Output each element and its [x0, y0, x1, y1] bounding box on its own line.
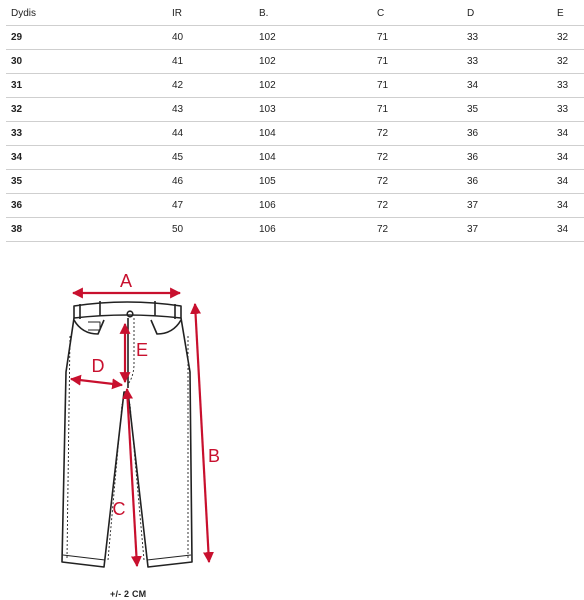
measurement-cell: 34	[552, 170, 584, 194]
measurement-cell: 42	[167, 74, 254, 98]
measurement-cell: 36	[462, 170, 552, 194]
measurement-cell: 34	[552, 146, 584, 170]
label-e: E	[135, 340, 149, 360]
measurement-cell: 33	[552, 98, 584, 122]
table-row	[6, 74, 584, 98]
measurement-cell: 34	[462, 74, 552, 98]
table-row	[6, 146, 584, 170]
table-row	[6, 98, 584, 122]
size-cell: 31	[6, 74, 167, 98]
fly-stitch	[128, 318, 134, 384]
size-cell: 36	[6, 194, 167, 218]
measurement-cell: 33	[552, 74, 584, 98]
measurement-cell: 104	[254, 122, 372, 146]
measurement-cell: 32	[552, 26, 584, 50]
table-row	[6, 218, 584, 242]
hem-lines	[63, 555, 191, 560]
label-b: B	[207, 446, 221, 466]
arrow-b	[195, 304, 209, 562]
measurement-cell: 36	[462, 146, 552, 170]
coin-pocket	[88, 322, 100, 330]
measurement-cell: 36	[462, 122, 552, 146]
header-e: E	[552, 2, 584, 26]
measurement-cell: 50	[167, 218, 254, 242]
measurement-cell: 72	[372, 170, 462, 194]
measurement-cell: 47	[167, 194, 254, 218]
header-d: D	[462, 2, 552, 26]
measurement-cell: 102	[254, 50, 372, 74]
header-size: Dydis	[6, 2, 167, 26]
right-pocket	[151, 320, 181, 334]
measurement-cell: 41	[167, 50, 254, 74]
waist-button	[127, 311, 133, 317]
measurement-cell: 102	[254, 26, 372, 50]
size-cell: 34	[6, 146, 167, 170]
table-body	[6, 26, 584, 242]
measurement-cell: 35	[462, 98, 552, 122]
measurement-cell: 71	[372, 74, 462, 98]
measurement-cell: 71	[372, 26, 462, 50]
measurement-cell: 72	[372, 146, 462, 170]
measurement-cell: 106	[254, 194, 372, 218]
header-ir: IR	[167, 2, 254, 26]
measurement-cell: 34	[552, 122, 584, 146]
measurement-cell: 72	[372, 194, 462, 218]
header-c: C	[372, 2, 462, 26]
measurement-cell: 44	[167, 122, 254, 146]
measurement-cell: 71	[372, 98, 462, 122]
size-cell: 32	[6, 98, 167, 122]
measurement-cell: 72	[372, 122, 462, 146]
measurement-cell: 33	[462, 50, 552, 74]
measurement-cell: 43	[167, 98, 254, 122]
measurement-cell: 46	[167, 170, 254, 194]
measurement-cell: 45	[167, 146, 254, 170]
size-cell: 38	[6, 218, 167, 242]
measurement-cell: 34	[552, 218, 584, 242]
tolerance-note: +/- 2 CM	[110, 589, 147, 599]
measurement-cell: 37	[462, 218, 552, 242]
table-row	[6, 194, 584, 218]
header-b: B.	[254, 2, 372, 26]
jeans-measurement-diagram	[50, 262, 240, 582]
measurement-cell: 33	[462, 26, 552, 50]
measurement-cell: 40	[167, 26, 254, 50]
table-row	[6, 50, 584, 74]
label-d: D	[91, 356, 105, 376]
size-cell: 29	[6, 26, 167, 50]
measurement-cell: 106	[254, 218, 372, 242]
measurement-cell: 103	[254, 98, 372, 122]
measurement-cell: 102	[254, 74, 372, 98]
jeans-outline	[62, 301, 192, 567]
measurement-cell: 34	[552, 194, 584, 218]
size-cell: 33	[6, 122, 167, 146]
measurement-cell: 104	[254, 146, 372, 170]
measurement-cell: 105	[254, 170, 372, 194]
label-a: A	[119, 271, 133, 291]
size-cell: 30	[6, 50, 167, 74]
measurement-cell: 32	[552, 50, 584, 74]
measurement-cell: 37	[462, 194, 552, 218]
table-row	[6, 170, 584, 194]
jeans-body	[62, 318, 192, 567]
table-row	[6, 122, 584, 146]
measurement-cell: 72	[372, 218, 462, 242]
label-c: C	[112, 499, 126, 519]
arrow-d	[71, 379, 122, 385]
table-row	[6, 26, 584, 50]
table-header-row	[6, 2, 584, 26]
size-chart-table	[6, 2, 584, 242]
size-cell: 35	[6, 170, 167, 194]
measurement-cell: 71	[372, 50, 462, 74]
arrow-c	[127, 389, 137, 566]
